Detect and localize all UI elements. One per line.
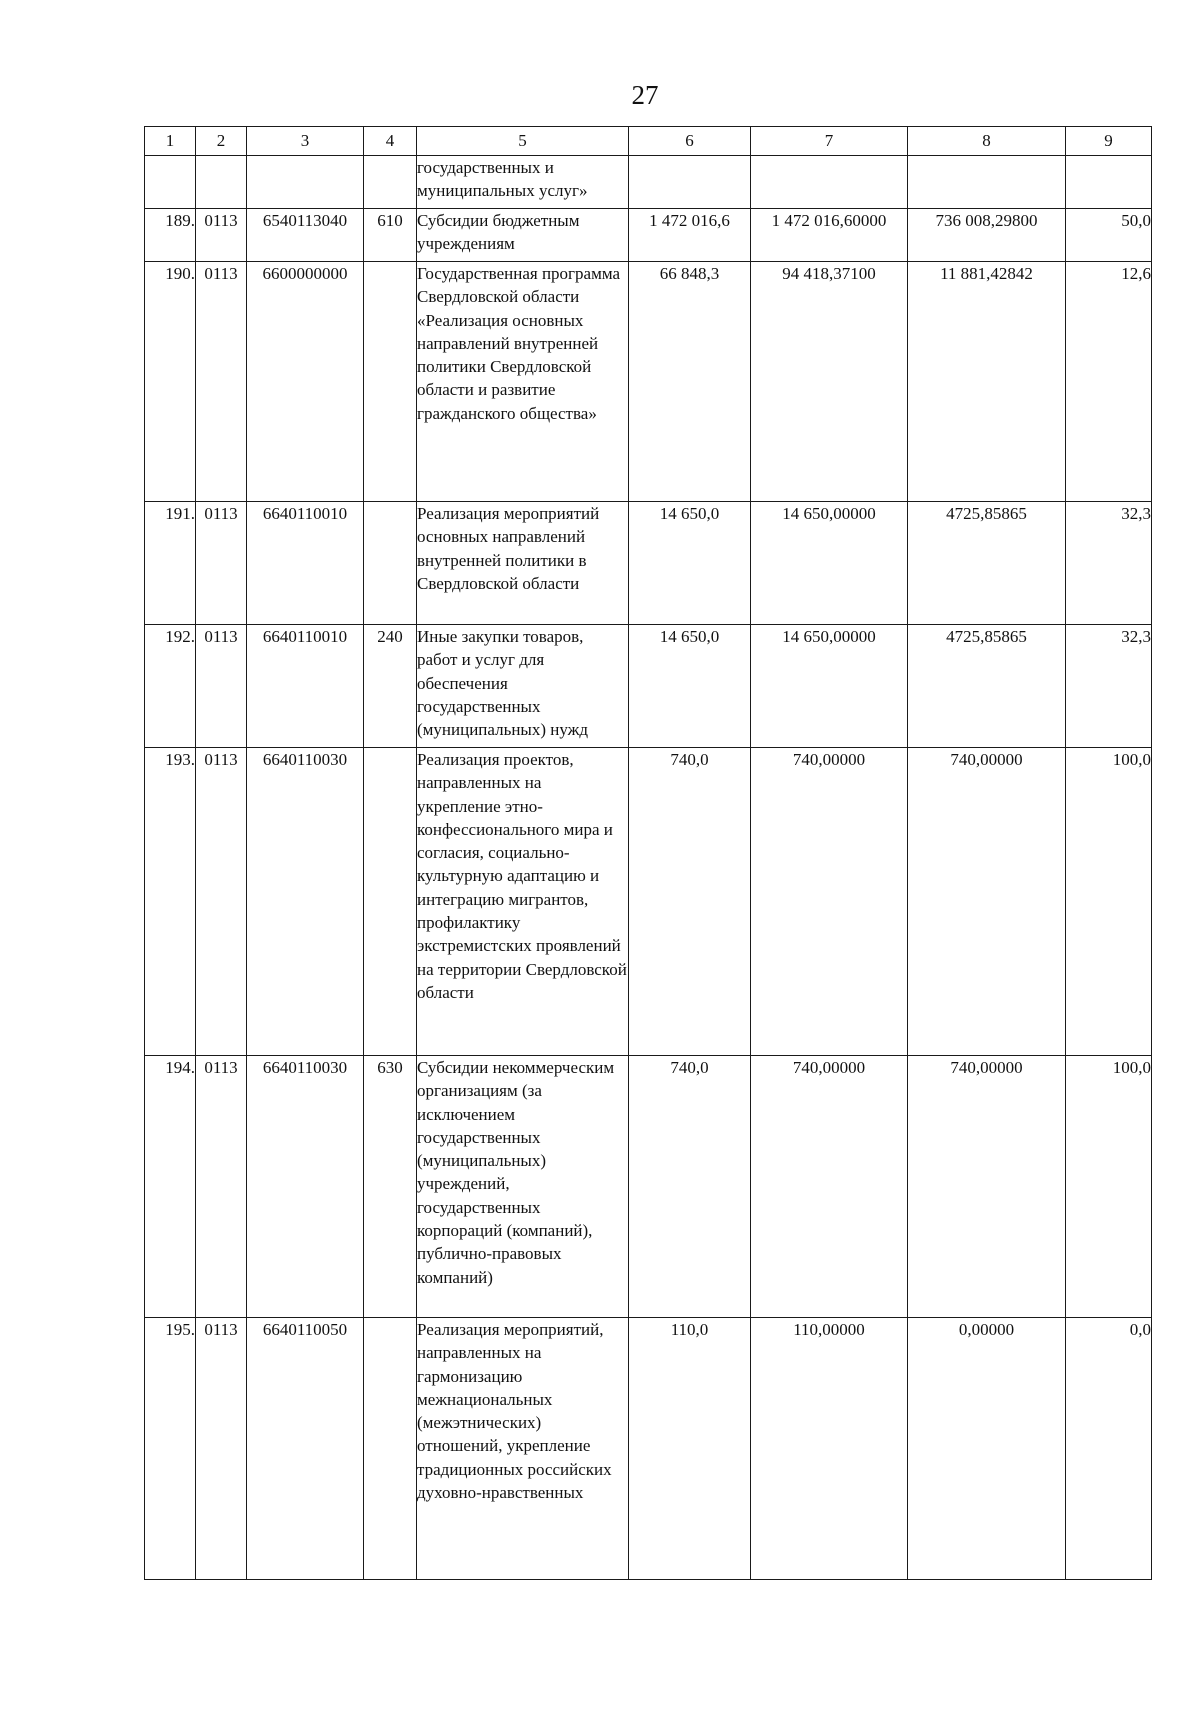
expense-kind-code: 630: [364, 1056, 417, 1318]
table-row: [145, 1318, 1152, 1580]
section-code: 0113: [196, 1056, 247, 1318]
item-name: Реализация мероприятий, направленных на гармонизацию межнациональных (межэтнических) отношений, укрепление традиционных российских духовно-нравственных: [417, 1318, 629, 1580]
expense-kind-code: [364, 502, 417, 625]
table-row: [145, 748, 1152, 1056]
row-number: 192.: [145, 625, 196, 748]
value-col-7: 1 472 016,60000: [751, 209, 908, 262]
table-header: [145, 127, 1152, 156]
table-body: [145, 156, 1152, 1580]
row-number: 193.: [145, 748, 196, 1056]
target-article-code: 6640110050: [247, 1318, 364, 1580]
header-col-2: 2: [196, 127, 247, 156]
value-col-6: 66 848,3: [629, 262, 751, 502]
header-col-6: 6: [629, 127, 751, 156]
target-article-code: 6640110030: [247, 1056, 364, 1318]
value-col-9: 100,0: [1066, 748, 1152, 1056]
value-col-6: 740,0: [629, 1056, 751, 1318]
target-article-code: [247, 156, 364, 209]
table-row: [145, 156, 1152, 209]
item-name: Реализация мероприятий основных направлений внутренней политики в Свердловской области: [417, 502, 629, 625]
value-col-8: 11 881,42842: [908, 262, 1066, 502]
target-article-code: 6640110010: [247, 502, 364, 625]
section-code: 0113: [196, 748, 247, 1056]
value-col-8: 740,00000: [908, 1056, 1066, 1318]
value-col-6: 14 650,0: [629, 502, 751, 625]
section-code: 0113: [196, 262, 247, 502]
section-code: 0113: [196, 209, 247, 262]
header-col-9: 9: [1066, 127, 1152, 156]
value-col-8: [908, 156, 1066, 209]
table-row: [145, 625, 1152, 748]
header-row: [145, 127, 1152, 156]
table-row: [145, 1056, 1152, 1318]
value-col-7: 740,00000: [751, 748, 908, 1056]
value-col-8: 4725,85865: [908, 502, 1066, 625]
expense-kind-code: [364, 748, 417, 1056]
row-number: 190.: [145, 262, 196, 502]
row-number: 189.: [145, 209, 196, 262]
expense-kind-code: [364, 156, 417, 209]
header-col-8: 8: [908, 127, 1066, 156]
value-col-9: 100,0: [1066, 1056, 1152, 1318]
value-col-6: 110,0: [629, 1318, 751, 1580]
value-col-9: 50,0: [1066, 209, 1152, 262]
expense-kind-code: 240: [364, 625, 417, 748]
value-col-6: [629, 156, 751, 209]
value-col-6: 1 472 016,6: [629, 209, 751, 262]
item-name: Иные закупки товаров, работ и услуг для обеспечения государственных (муниципальных) нужд: [417, 625, 629, 748]
value-col-7: [751, 156, 908, 209]
value-col-6: 740,0: [629, 748, 751, 1056]
item-name: Субсидии некоммерческим организациям (за исключением государственных (муниципальных) учреждений, государственных корпораций (компаний), публично-правовых компаний): [417, 1056, 629, 1318]
table-row: [145, 209, 1152, 262]
budget-table: [144, 126, 1152, 1580]
row-number: [145, 156, 196, 209]
target-article-code: 6600000000: [247, 262, 364, 502]
table-row: [145, 502, 1152, 625]
item-name: Субсидии бюджетным учреждениям: [417, 209, 629, 262]
header-col-5: 5: [417, 127, 629, 156]
row-number: 191.: [145, 502, 196, 625]
target-article-code: 6640110030: [247, 748, 364, 1056]
expense-kind-code: 610: [364, 209, 417, 262]
section-code: 0113: [196, 502, 247, 625]
target-article-code: 6640110010: [247, 625, 364, 748]
target-article-code: 6540113040: [247, 209, 364, 262]
item-name: Государственная программа Свердловской области «Реализация основных направлений внутренней политики Свердловской области и развитие гражданского общества»: [417, 262, 629, 502]
expense-kind-code: [364, 262, 417, 502]
item-name: государственных и муниципальных услуг»: [417, 156, 629, 209]
section-code: 0113: [196, 625, 247, 748]
value-col-9: 32,3: [1066, 502, 1152, 625]
row-number: 194.: [145, 1056, 196, 1318]
value-col-8: 740,00000: [908, 748, 1066, 1056]
value-col-8: 0,00000: [908, 1318, 1066, 1580]
header-col-1: 1: [145, 127, 196, 156]
header-col-3: 3: [247, 127, 364, 156]
value-col-7: 94 418,37100: [751, 262, 908, 502]
value-col-9: [1066, 156, 1152, 209]
item-name: Реализация проектов, направленных на укрепление этно-конфессионального мира и согласия, социально-культурную адаптацию и интеграцию мигрантов, профилактику экстремистских проявлений на территории Свердловской области: [417, 748, 629, 1056]
expense-kind-code: [364, 1318, 417, 1580]
value-col-7: 14 650,00000: [751, 625, 908, 748]
value-col-7: 14 650,00000: [751, 502, 908, 625]
row-number: 195.: [145, 1318, 196, 1580]
value-col-6: 14 650,0: [629, 625, 751, 748]
value-col-7: 110,00000: [751, 1318, 908, 1580]
header-col-7: 7: [751, 127, 908, 156]
table-row: [145, 262, 1152, 502]
header-col-4: 4: [364, 127, 417, 156]
section-code: [196, 156, 247, 209]
value-col-8: 736 008,29800: [908, 209, 1066, 262]
value-col-9: 32,3: [1066, 625, 1152, 748]
section-code: 0113: [196, 1318, 247, 1580]
value-col-7: 740,00000: [751, 1056, 908, 1318]
page-number: 27: [631, 80, 659, 110]
value-col-9: 12,6: [1066, 262, 1152, 502]
value-col-8: 4725,85865: [908, 625, 1066, 748]
value-col-9: 0,0: [1066, 1318, 1152, 1580]
